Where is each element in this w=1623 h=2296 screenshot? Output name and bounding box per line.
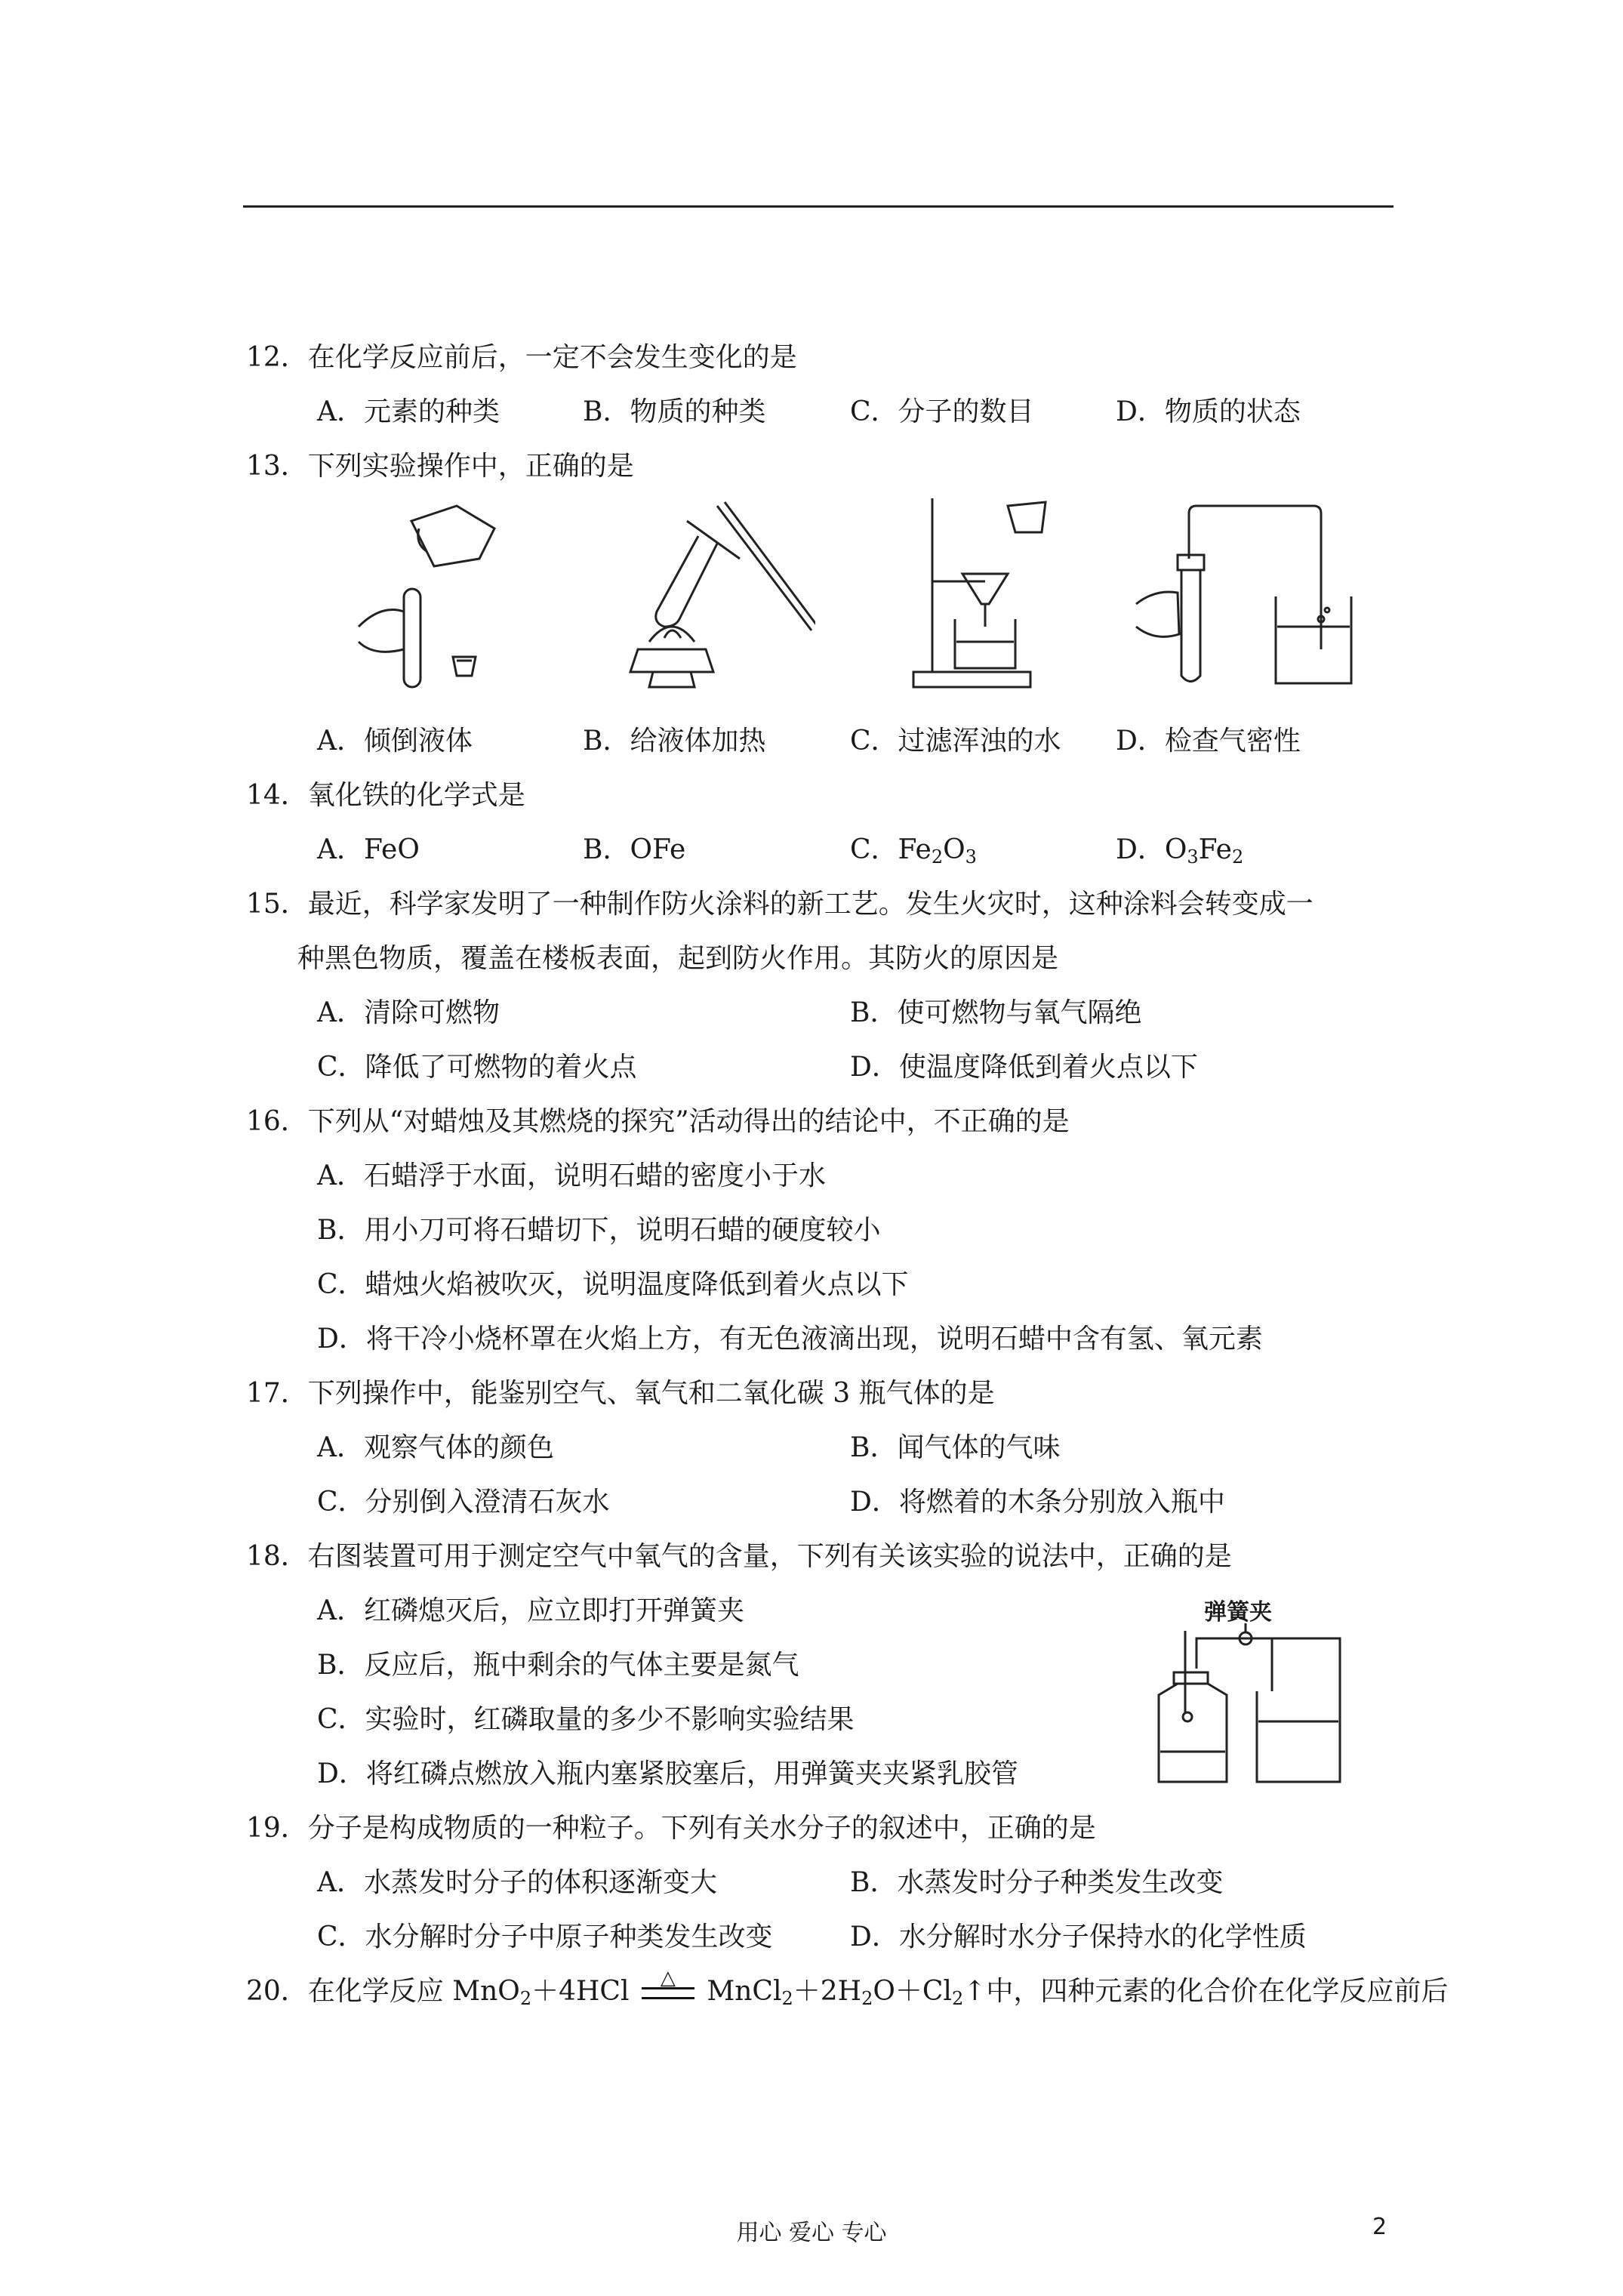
q17-option-c: C．分别倒入澄清石灰水 bbox=[317, 1487, 610, 1518]
q17-stem: 17．下列操作中，能鉴别空气、氧气和二氧化碳 3 瓶气体的是 bbox=[246, 1378, 995, 1409]
q16-option-b: B．用小刀可将石蜡切下，说明石蜡的硬度较小 bbox=[317, 1215, 881, 1246]
q18-option-a: A．红磷熄灭后，应立即打开弹簧夹 bbox=[317, 1595, 744, 1626]
q14-option-d: D．$O_3Fe_2$ bbox=[1116, 834, 1244, 868]
q19-option-b: B．水蒸发时分子种类发生改变 bbox=[850, 1867, 1224, 1898]
q20-stem: 20．在化学反应 MnO$_2$＋4HCl △ $MnCl_2+2H_2O+Cl_2↑$中，四种元素的化合价在化学反应前后 bbox=[246, 1967, 1449, 2009]
q17-option-b: B．闻气体的气味 bbox=[850, 1432, 1061, 1463]
q13-stem: 13．下列实验操作中，正确的是 bbox=[246, 451, 634, 482]
q15-option-c: C．降低了可燃物的着火点 bbox=[317, 1052, 637, 1083]
q15-option-a: A．清除可燃物 bbox=[317, 997, 500, 1028]
q12-option-b: B．物质的种类 bbox=[583, 396, 766, 427]
figure-airtightness bbox=[1132, 498, 1359, 695]
q14-option-c: C．$Fe_2O_3$ bbox=[850, 834, 977, 868]
q15-stem-line1: 15．最近，科学家发明了一种制作防火涂料的新工艺。发生火灾时，这种涂料会转变成一 bbox=[246, 889, 1313, 920]
q17-option-a: A．观察气体的颜色 bbox=[317, 1432, 554, 1463]
heating-condition-symbol: △ bbox=[638, 1974, 698, 2010]
figure-oxygen-apparatus bbox=[1144, 1623, 1347, 1789]
q14-option-b: B．OFe bbox=[583, 834, 686, 865]
q18-stem: 18．右图装置可用于测定空气中氧气的含量，下列有关该实验的说法中，正确的是 bbox=[246, 1541, 1232, 1572]
q15-option-b: B．使可燃物与氧气隔绝 bbox=[850, 997, 1142, 1028]
q19-stem: 19．分子是构成物质的一种粒子。下列有关水分子的叙述中，正确的是 bbox=[246, 1813, 1096, 1844]
q16-option-d: D．将干冷小烧杯罩在火焰上方，有无色液滴出现，说明石蜡中含有氢、氧元素 bbox=[317, 1324, 1263, 1354]
q18-option-b: B．反应后，瓶中剩余的气体主要是氮气 bbox=[317, 1650, 799, 1681]
q12-option-c: C．分子的数目 bbox=[850, 396, 1034, 427]
q16-stem: 16．下列从“对蜡烛及其燃烧的探究”活动得出的结论中，不正确的是 bbox=[246, 1106, 1070, 1137]
q16-option-c: C．蜡烛火焰被吹灭，说明温度降低到着火点以下 bbox=[317, 1269, 909, 1300]
q14-stem: 14．氧化铁的化学式是 bbox=[246, 780, 525, 811]
q15-option-d: D．使温度降低到着火点以下 bbox=[850, 1052, 1198, 1083]
figure-pouring-liquid bbox=[343, 498, 525, 695]
q18-option-c: C．实验时，红磷取量的多少不影响实验结果 bbox=[317, 1704, 855, 1735]
q19-option-a: A．水蒸发时分子的体积逐渐变大 bbox=[317, 1867, 717, 1898]
footer-text: 用心 爱心 专心 bbox=[736, 2220, 887, 2246]
q19-option-c: C．水分解时分子中原子种类发生改变 bbox=[317, 1922, 773, 1952]
q19-option-d: D．水分解时水分子保持水的化学性质 bbox=[850, 1922, 1307, 1952]
figure-filtering bbox=[902, 491, 1083, 695]
q18-option-d: D．将红磷点燃放入瓶内塞紧胶塞后，用弹簧夹夹紧乳胶管 bbox=[317, 1758, 1018, 1789]
q13-option-a: A．倾倒液体 bbox=[317, 726, 473, 757]
header-rule bbox=[243, 205, 1394, 208]
q16-option-a: A．石蜡浮于水面，说明石蜡的密度小于水 bbox=[317, 1160, 826, 1191]
q15-stem-line2: 种黑色物质，覆盖在楼板表面，起到防火作用。其防火的原因是 bbox=[297, 943, 1059, 974]
q12-stem: 12．在化学反应前后，一定不会发生变化的是 bbox=[246, 342, 797, 373]
q18-figure-label: 弹簧夹 bbox=[1204, 1599, 1272, 1626]
q14-option-a: A．FeO bbox=[317, 834, 420, 865]
q12-option-d: D．物质的状态 bbox=[1116, 396, 1301, 427]
page-number: 2 bbox=[1372, 2214, 1387, 2240]
q17-option-d: D．将燃着的木条分别放入瓶中 bbox=[850, 1487, 1225, 1518]
q13-option-b: B．给液体加热 bbox=[583, 726, 766, 757]
q13-option-d: D．检查气密性 bbox=[1116, 726, 1301, 757]
figure-heating-liquid bbox=[611, 498, 815, 695]
q13-option-c: C．过滤浑浊的水 bbox=[850, 726, 1061, 757]
q12-option-a: A．元素的种类 bbox=[317, 396, 500, 427]
